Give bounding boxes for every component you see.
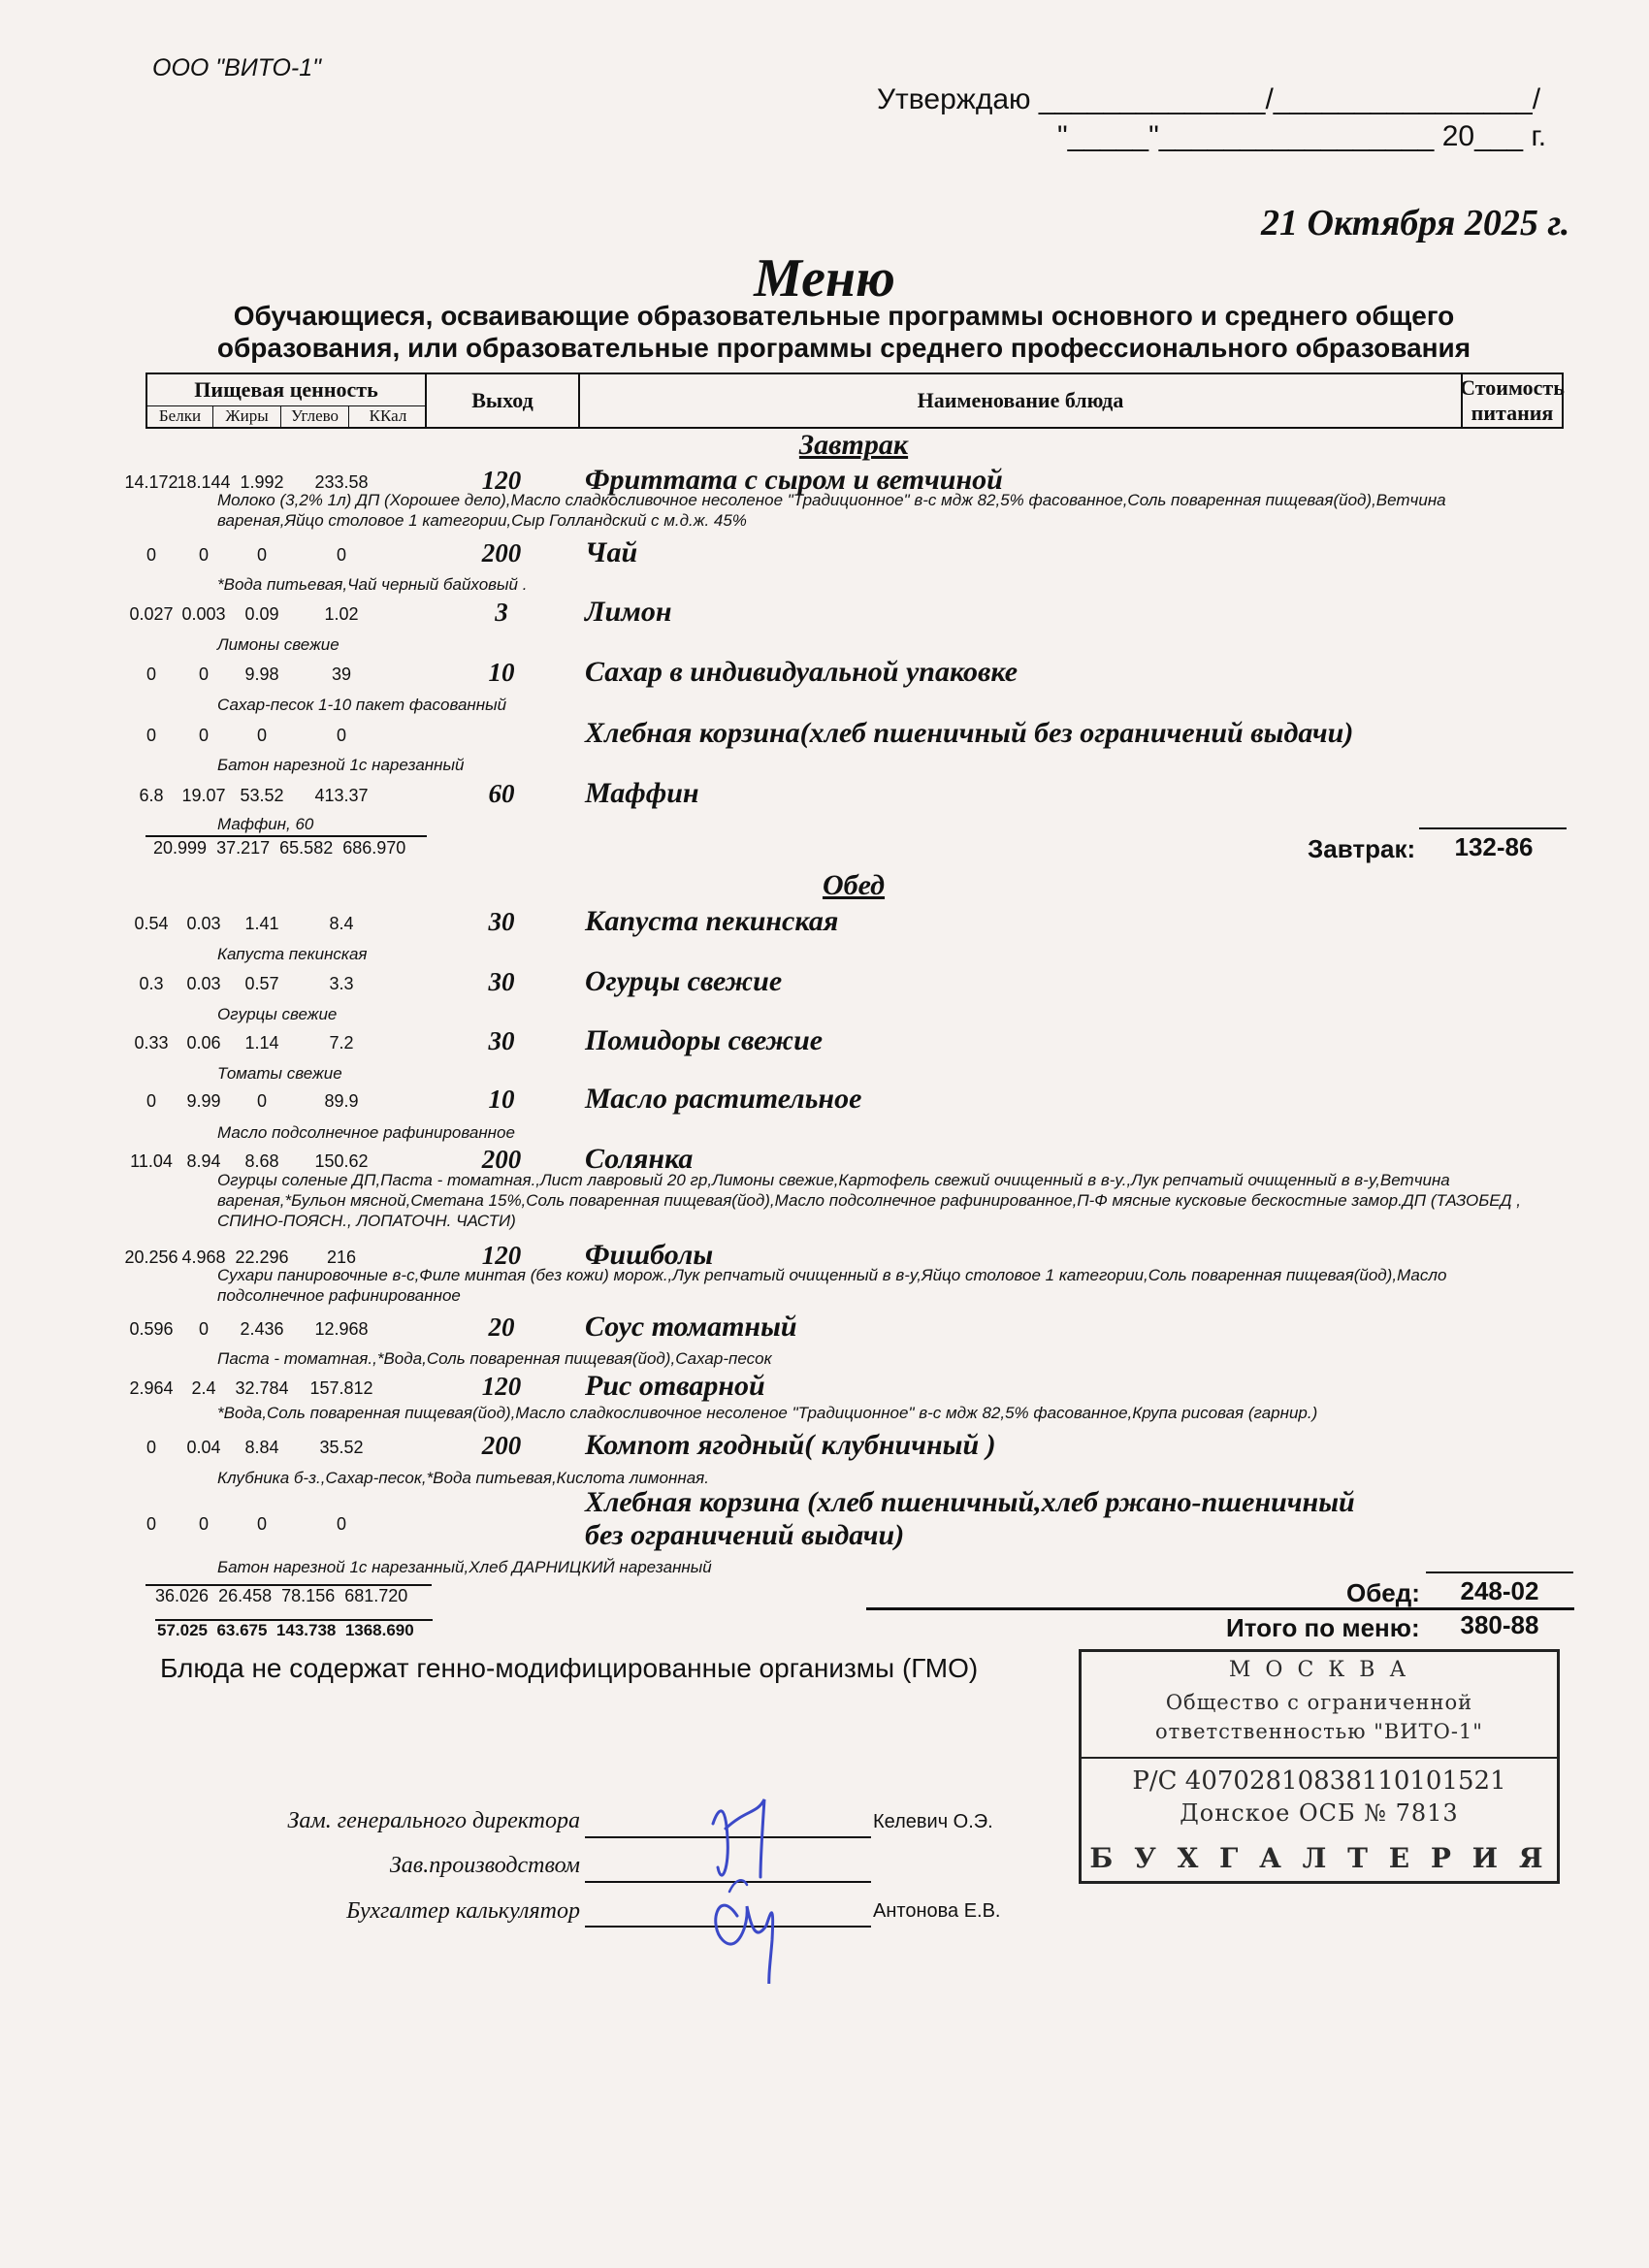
item-protein: 0.54 <box>134 914 169 933</box>
item-carbs: 0.57 <box>244 974 279 993</box>
item-yield: 200 <box>481 538 522 567</box>
dish-ingredients: Батон нарезной 1с нарезанный,Хлеб ДАРНИЦКИЙ нарезанный <box>217 1558 712 1576</box>
table-header <box>146 373 1564 429</box>
dish-name: Солянка <box>585 1143 694 1175</box>
menu-date: 21 Октября 2025 г. <box>1261 203 1570 243</box>
dish-ingredients: Капуста пекинская <box>217 945 368 963</box>
dish-ingredients: Маффин, 60 <box>217 815 314 833</box>
dish-ingredients: Батон нарезной 1с нарезанный <box>217 756 465 774</box>
item-carbs: 1.14 <box>244 1033 279 1053</box>
stamp-line-1: Общество с ограниченной <box>1165 1691 1473 1714</box>
approval-date-line: "_____"_________________ 20___ г. <box>1057 120 1547 152</box>
item-carbs: 0.09 <box>244 604 279 624</box>
item-yield: 120 <box>481 1372 522 1401</box>
dish-ingredients: Паста - томатная.,*Вода,Соль поваренная пищевая(йод),Сахар-песок <box>217 1349 772 1368</box>
item-fat: 0 <box>198 664 209 684</box>
item-protein: 0.596 <box>129 1319 174 1339</box>
item-yield: 10 <box>488 1085 515 1114</box>
dish-header: Наименование блюда <box>580 374 1463 427</box>
breakfast-sum-value: 132-86 <box>1454 832 1534 861</box>
item-protein: 20.256 <box>124 1247 178 1267</box>
item-fat: 8.94 <box>186 1151 221 1171</box>
item-carbs: 22.296 <box>235 1247 289 1267</box>
dish-name: Соус томатный <box>585 1311 797 1343</box>
item-fat: 0 <box>198 1319 209 1339</box>
signature-role-production-head: Зав.производством <box>389 1853 580 1878</box>
dish-name: Помидоры свежие <box>585 1024 824 1056</box>
stamp-line-2: ответственностью "ВИТО-1" <box>1155 1720 1483 1743</box>
dish-ingredients: Сахар-песок 1-10 пакет фасованный <box>217 696 507 714</box>
dish-ingredients: Огурцы соленые ДП,Паста - томатная.,Лист лавровый 20 гр,Лимоны свежие,Картофель свежий очищенный в в-у.,Лук репчатый очищенный в в-у,Ветчина вареная,*Бульон мясной,Сметана 15%,Соль поваренная пищевая(йод),Масло подсолнечное рафинированное,П-Ф мясные кусковые бескостные замор.ДП (ТАЗОБЕД , СПИНО-ПОЯСН., ЛОПАТОЧН. ЧАСТИ) <box>217 1171 1522 1230</box>
item-yield: 200 <box>481 1145 522 1174</box>
lunch-sum-rule <box>1426 1571 1573 1573</box>
dish-ingredients: Масло подсолнечное рафинированное <box>217 1123 515 1142</box>
item-kcal: 89.9 <box>324 1091 359 1111</box>
item-kcal: 7.2 <box>329 1033 354 1053</box>
dish-name: Хлебная корзина (хлеб пшеничный,хлеб ржано-пшеничный <box>585 1486 1355 1518</box>
item-carbs: 0 <box>256 726 267 745</box>
audience-line-1: Обучающиеся, осваивающие образовательные программы основного и среднего общего <box>233 301 1455 331</box>
item-fat: 2.4 <box>191 1378 216 1398</box>
breakfast-total-fat: 37.217 <box>216 838 271 858</box>
dish-name-continued: без ограничений выдачи) <box>585 1519 905 1551</box>
item-carbs: 2.436 <box>240 1319 284 1339</box>
item-fat: 0.06 <box>186 1033 221 1053</box>
item-protein: 0 <box>146 545 156 565</box>
item-yield: 30 <box>488 1026 515 1055</box>
grand-total-fat: 63.675 <box>216 1621 268 1639</box>
item-protein: 2.964 <box>129 1378 174 1398</box>
item-fat: 0 <box>198 726 209 745</box>
signature-role-deputy-director: Зам. генерального директора <box>287 1808 580 1833</box>
dish-name: Фишболы <box>585 1239 714 1271</box>
item-yield: 60 <box>488 779 515 808</box>
cost-header-line-2: питания <box>1471 401 1554 425</box>
dish-ingredients: Лимоны свежие <box>217 635 340 654</box>
item-kcal: 157.812 <box>309 1378 373 1398</box>
stamp-account: Р/С 40702810838110101521 <box>1132 1766 1506 1796</box>
gmo-note: Блюда не содержат генно-модифицированные организмы (ГМО) <box>160 1653 979 1683</box>
breakfast-total-kcal: 686.970 <box>342 838 406 858</box>
dish-name: Хлебная корзина(хлеб пшеничный без ограничений выдачи) <box>585 717 1354 749</box>
breakfast-nutrition-totals <box>153 838 405 859</box>
dish-name: Сахар в индивидуальной упаковке <box>585 656 1018 688</box>
lunch-total-protein: 36.026 <box>155 1586 210 1605</box>
item-fat: 18.144 <box>177 472 231 492</box>
grand-nutrition-totals <box>157 1621 414 1640</box>
item-carbs: 8.68 <box>244 1151 279 1171</box>
breakfast-total-protein: 20.999 <box>153 838 208 858</box>
item-kcal: 0 <box>336 545 346 565</box>
yield-header: Выход <box>427 374 580 427</box>
item-carbs: 0 <box>256 1091 267 1111</box>
item-yield: 30 <box>488 907 515 936</box>
item-yield: 10 <box>488 658 515 687</box>
item-carbs: 8.84 <box>244 1438 279 1457</box>
item-protein: 0.3 <box>139 974 164 993</box>
item-yield: 20 <box>488 1312 515 1342</box>
signature-name-1: Келевич О.Э. <box>873 1811 993 1832</box>
item-kcal: 150.62 <box>314 1151 369 1171</box>
item-kcal: 0 <box>336 726 346 745</box>
item-protein: 0 <box>146 1514 156 1534</box>
item-carbs: 1.992 <box>240 472 284 492</box>
cost-header <box>1460 374 1565 427</box>
item-protein: 0.027 <box>129 604 174 624</box>
dish-name: Фриттата с сыром и ветчиной <box>585 464 1003 496</box>
organization-name: ООО "ВИТО-1" <box>152 54 321 81</box>
item-kcal: 216 <box>326 1247 357 1267</box>
stamp-department: Б У Х Г А Л Т Е Р И Я <box>1089 1842 1549 1874</box>
lunch-sum-label: Обед: <box>1346 1578 1420 1607</box>
item-protein: 0 <box>146 664 156 684</box>
item-kcal: 8.4 <box>329 914 354 933</box>
item-fat: 0 <box>198 545 209 565</box>
item-fat: 19.07 <box>181 786 226 805</box>
section-lunch-title: Обед <box>822 869 886 901</box>
item-yield: 3 <box>495 598 508 627</box>
item-carbs: 0 <box>256 545 267 565</box>
dish-name: Рис отварной <box>585 1370 765 1402</box>
signature-name-3: Антонова Е.В. <box>873 1900 1001 1922</box>
signature-role-accountant: Бухгалтер калькулятор <box>346 1898 580 1924</box>
item-carbs: 1.41 <box>244 914 279 933</box>
nutrition-header <box>147 374 427 427</box>
item-carbs: 32.784 <box>235 1378 289 1398</box>
nutrition-title: Пищевая ценность <box>147 374 425 406</box>
item-kcal: 233.58 <box>314 472 369 492</box>
dish-ingredients: Сухари панировочные в-с,Филе минтая (без кожи) морож.,Лук репчатый очищенный в в-у,Яйцо столовое 1 категории,Соль поваренная пищевая(йод),Масло подсолнечное рафинированное <box>217 1266 1447 1305</box>
dish-ingredients: Клубника б-з.,Сахар-песок,*Вода питьевая,Кислота лимонная. <box>217 1469 709 1487</box>
grand-total-kcal: 1368.690 <box>344 1621 414 1639</box>
item-kcal: 1.02 <box>324 604 359 624</box>
grand-total-protein: 57.025 <box>157 1621 208 1639</box>
dish-ingredients: Молоко (3,2% 1л) ДП (Хорошее дело),Масло сладкосливочное несоленое "Традиционное" в-с мдж 82,5% фасованное,Соль поваренная пищевая(йод),Ветчина вареная,Яйцо столовое 1 категории,Сыр Голландский с м.д.ж. 45% <box>217 491 1446 530</box>
item-fat: 0.003 <box>181 604 226 624</box>
dish-name: Чай <box>585 536 638 568</box>
item-kcal: 413.37 <box>314 786 369 805</box>
item-protein: 0 <box>146 1091 156 1111</box>
item-yield: 30 <box>488 967 515 996</box>
item-protein: 11.04 <box>130 1151 173 1171</box>
approval-line: Утверждаю ______________/________________/ <box>877 83 1541 115</box>
lunch-total-fat: 26.458 <box>218 1586 273 1605</box>
item-kcal: 0 <box>336 1514 346 1534</box>
protein-header: Белки <box>147 405 213 427</box>
dish-ingredients: *Вода питьевая,Чай черный байховый . <box>217 575 528 594</box>
lunch-nutrition-totals <box>155 1586 407 1606</box>
item-fat: 4.968 <box>181 1247 226 1267</box>
grand-total-label: Итого по меню: <box>1226 1613 1420 1642</box>
item-yield: 120 <box>481 1241 522 1270</box>
dish-name: Маффин <box>585 777 699 809</box>
item-carbs: 0 <box>256 1514 267 1534</box>
item-kcal: 39 <box>331 664 352 684</box>
stamp-bank: Донское ОСБ № 7813 <box>1180 1799 1459 1827</box>
stamp-divider <box>1082 1757 1557 1759</box>
cost-header-line-1: Стоимость <box>1460 375 1565 400</box>
audience-line-2: образования, или образовательные программы среднего профессионального образования <box>216 333 1471 363</box>
item-protein: 14.172 <box>124 472 178 492</box>
lunch-total-kcal: 681.720 <box>344 1586 408 1605</box>
lunch-total-carbs: 78.156 <box>281 1586 336 1605</box>
item-fat: 9.99 <box>186 1091 221 1111</box>
kcal-header: ККал <box>369 406 407 425</box>
breakfast-total-carbs: 65.582 <box>279 838 334 858</box>
grand-total-value: 380-88 <box>1460 1610 1539 1639</box>
dish-name: Масло растительное <box>585 1083 862 1115</box>
item-kcal: 35.52 <box>319 1438 364 1457</box>
item-fat: 0.03 <box>186 914 221 933</box>
item-protein: 0 <box>146 1438 156 1457</box>
item-kcal: 12.968 <box>314 1319 369 1339</box>
item-fat: 0.03 <box>186 974 221 993</box>
breakfast-sum-label: Завтрак: <box>1308 834 1416 863</box>
lunch-sum-value: 248-02 <box>1460 1576 1539 1605</box>
dish-name: Компот ягодный( клубничный ) <box>585 1429 996 1461</box>
dish-name: Капуста пекинская <box>585 905 839 937</box>
item-yield: 120 <box>481 466 522 495</box>
dish-ingredients: Огурцы свежие <box>217 1005 338 1023</box>
carbs-header: Углево <box>281 405 349 427</box>
item-kcal: 3.3 <box>329 974 354 993</box>
breakfast-totals-rule <box>146 835 427 837</box>
item-protein: 0 <box>146 726 156 745</box>
item-fat: 0 <box>198 1514 209 1534</box>
dish-name: Огурцы свежие <box>585 965 783 997</box>
grand-total-carbs: 143.738 <box>275 1621 337 1639</box>
page-title: Меню <box>754 248 895 308</box>
item-protein: 6.8 <box>139 786 164 805</box>
handwritten-signature <box>679 1770 834 1984</box>
breakfast-sum-rule <box>1419 827 1567 829</box>
dish-ingredients: *Вода,Соль поваренная пищевая(йод),Масло сладкосливочное несоленое "Традиционное" в-с мдж 82,5% фасованное,Крупа рисовая (гарнир.) <box>217 1404 1318 1422</box>
item-carbs: 53.52 <box>240 786 284 805</box>
item-carbs: 9.98 <box>244 664 279 684</box>
fat-header: Жиры <box>213 405 281 427</box>
dish-ingredients: Томаты свежие <box>217 1064 342 1083</box>
stamp-city: М О С К В А <box>1228 1658 1410 1682</box>
accounting-stamp <box>1079 1649 1560 1884</box>
item-protein: 0.33 <box>134 1033 169 1053</box>
item-yield: 200 <box>481 1431 522 1460</box>
dish-name: Лимон <box>585 596 672 628</box>
section-breakfast-title: Завтрак <box>798 429 909 461</box>
item-fat: 0.04 <box>186 1438 221 1457</box>
